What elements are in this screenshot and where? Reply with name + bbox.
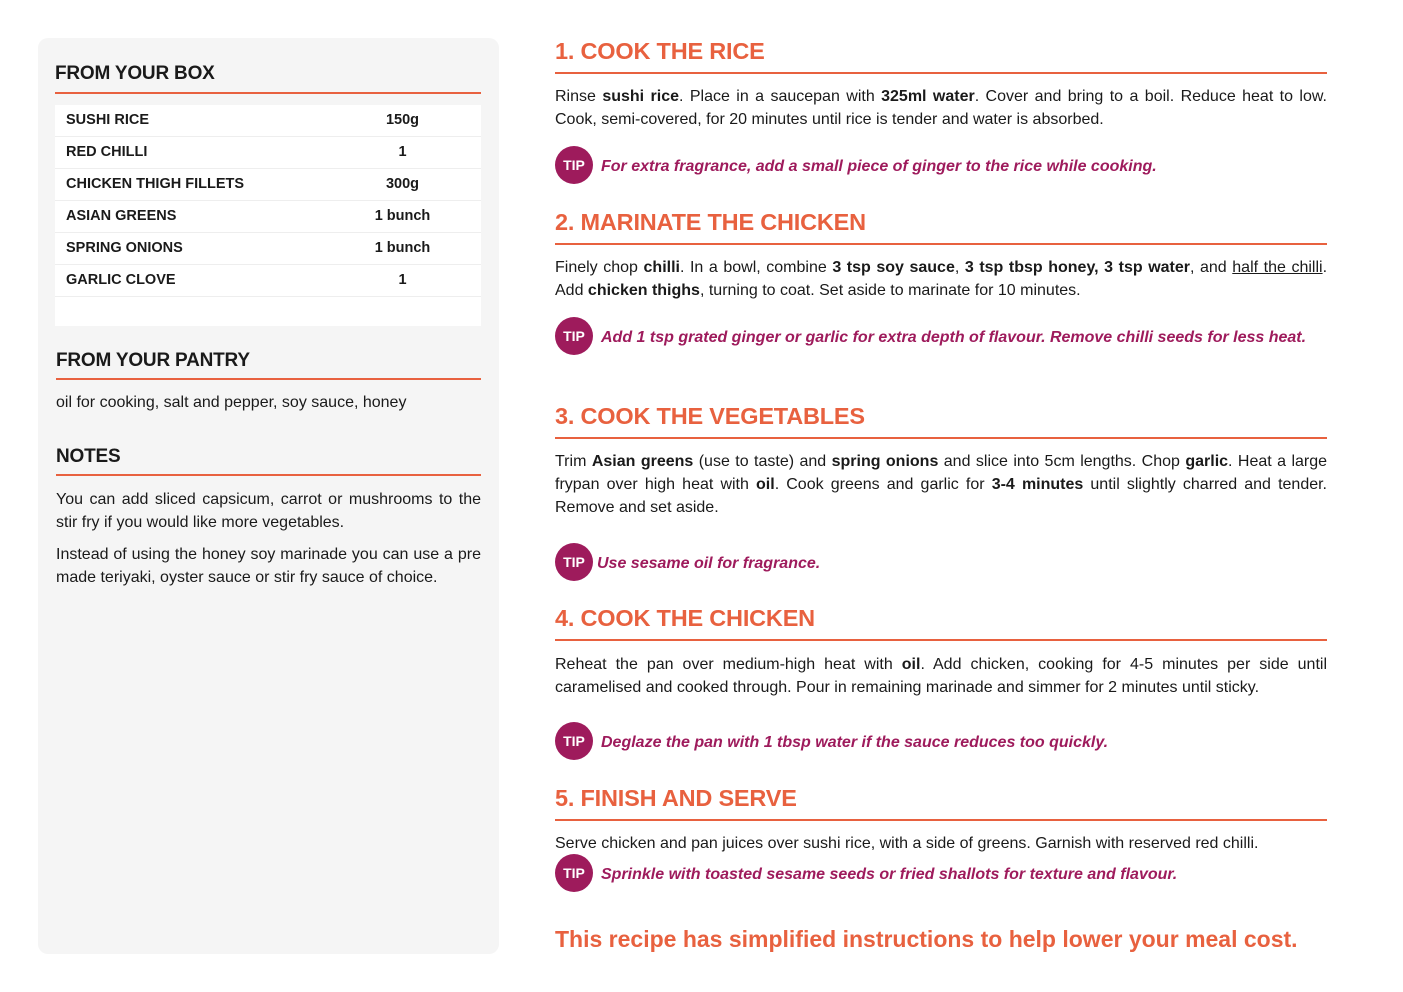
- step-rule: [555, 72, 1327, 74]
- ingredient-qty: 1 bunch: [374, 240, 431, 256]
- body-text: Reheat the pan over medium-high heat with: [555, 656, 902, 673]
- bold-text: oil: [756, 476, 775, 493]
- step-rule: [555, 437, 1327, 439]
- body-text: . Place in a saucepan with: [679, 88, 882, 105]
- note-paragraph: You can add sliced capsicum, carrot or mushrooms to the stir fry if you would like more vegetables.: [56, 491, 481, 531]
- tip-badge: TIP: [555, 854, 593, 892]
- box-heading: FROM YOUR BOX: [55, 63, 215, 84]
- bold-text: chilli: [643, 259, 680, 276]
- step-title: 1. COOK THE RICE: [555, 38, 765, 64]
- body-text: (use to taste) and: [693, 453, 832, 470]
- table-row: [55, 233, 481, 265]
- step-body: [555, 85, 1327, 131]
- bold-text: Asian greens: [591, 453, 694, 470]
- bold-text: garlic: [1185, 453, 1229, 470]
- table-row: [55, 201, 481, 233]
- body-text: , and: [1190, 259, 1233, 276]
- body-text: until slightly charred and tender. Remove and set aside.: [555, 476, 1328, 516]
- ingredient-qty: 1 bunch: [374, 208, 431, 224]
- bold-text: 3 tsp soy sauce: [832, 259, 955, 276]
- ingredient-qty: 150g: [385, 112, 420, 128]
- table-row: [55, 265, 481, 297]
- bold-text: 325ml water: [881, 88, 975, 105]
- ingredients-panel: [38, 38, 499, 954]
- notes-heading: NOTES: [56, 446, 121, 467]
- ingredient-name: GARLIC CLOVE: [66, 272, 176, 288]
- table-row: [55, 105, 481, 137]
- tip-text: Sprinkle with toasted sesame seeds or fried shallots for texture and flavour.: [601, 866, 1178, 883]
- bold-text: oil: [901, 656, 921, 673]
- ingredient-name: SUSHI RICE: [66, 112, 149, 128]
- tip-text: For extra fragrance, add a small piece of ginger to the rice while cooking.: [601, 158, 1157, 175]
- table-row: [55, 137, 481, 169]
- table-row: [55, 169, 481, 201]
- step-title: 2. MARINATE THE CHICKEN: [555, 209, 866, 235]
- tip-badge: TIP: [555, 722, 593, 760]
- step-rule: [555, 243, 1327, 245]
- step-title: 3. COOK THE VEGETABLES: [555, 403, 865, 429]
- tip-badge: TIP: [555, 543, 593, 581]
- step-body: [555, 832, 1327, 855]
- step-rule: [555, 639, 1327, 641]
- body-text: . Add chicken, cooking for 4-5 minutes per side until caramelised and cooked through. Pour in remaining marinade and simmer for 2 minutes until sticky.: [555, 656, 1327, 696]
- ingredient-name: RED CHILLI: [66, 144, 148, 160]
- bold-text: sushi rice: [602, 88, 679, 105]
- bold-text: chicken thighs: [587, 282, 700, 299]
- ingredient-qty: 1: [398, 272, 407, 288]
- footer-note: This recipe has simplified instructions to help lower your meal cost.: [555, 926, 1298, 952]
- body-text: and slice into 5cm lengths. Chop: [938, 453, 1186, 470]
- body-text: Serve chicken and pan juices over sushi rice, with a side of greens. Garnish with reserved red chilli.: [555, 835, 1259, 852]
- step-title: 4. COOK THE CHICKEN: [555, 605, 815, 631]
- pantry-heading-rule: [56, 378, 481, 380]
- body-text: . Cook greens and garlic for: [774, 476, 992, 493]
- body-text: Trim: [555, 453, 592, 470]
- ingredient-qty: 1: [398, 144, 407, 160]
- ingredient-name: CHICKEN THIGH FILLETS: [66, 176, 245, 192]
- bold-text: spring onions: [831, 453, 939, 470]
- ingredient-name: ASIAN GREENS: [66, 208, 177, 224]
- step-body: [555, 653, 1327, 699]
- pantry-list: oil for cooking, salt and pepper, soy sauce, honey: [56, 394, 407, 411]
- ingredient-qty: 300g: [385, 176, 420, 192]
- box-heading-rule: [55, 92, 481, 94]
- step-body: [555, 450, 1327, 519]
- notes-heading-rule: [56, 474, 481, 476]
- bold-text: 3-4 minutes: [991, 476, 1084, 493]
- body-text: . Cover and bring to a boil. Reduce heat to low. Cook, semi-covered, for 20 minutes until rice is tender and water is absorbed.: [555, 88, 1327, 128]
- underlined-text: half the chilli: [1232, 259, 1323, 276]
- step-rule: [555, 819, 1327, 821]
- step-title: 5. FINISH AND SERVE: [555, 785, 797, 811]
- ingredients-table: [55, 105, 481, 326]
- tip-text: Use sesame oil for fragrance.: [597, 555, 821, 572]
- step-body: [555, 256, 1327, 302]
- body-text: . Heat a large frypan over high heat with: [555, 453, 1328, 493]
- ingredient-name: SPRING ONIONS: [66, 240, 183, 256]
- body-text: Finely chop: [555, 259, 644, 276]
- tip-text: Deglaze the pan with 1 tbsp water if the sauce reduces too quickly.: [601, 734, 1109, 751]
- body-text: . In a bowl, combine: [679, 259, 833, 276]
- body-text: . Add: [555, 259, 1328, 299]
- tip-badge: TIP: [555, 317, 593, 355]
- bold-text: 3 tsp tbsp honey, 3 tsp water: [964, 259, 1190, 276]
- body-text: ,: [954, 259, 965, 276]
- tip-text: Add 1 tsp grated ginger or garlic for extra depth of flavour. Remove chilli seeds for less heat.: [601, 329, 1307, 346]
- note-paragraph: Instead of using the honey soy marinade you can use a pre made teriyaki, oyster sauce or stir fry sauce of choice.: [56, 546, 481, 586]
- body-text: Rinse: [555, 88, 603, 105]
- pantry-heading: FROM YOUR PANTRY: [56, 350, 250, 371]
- body-text: , turning to coat. Set aside to marinate for 10 minutes.: [699, 282, 1081, 299]
- tip-badge: TIP: [555, 146, 593, 184]
